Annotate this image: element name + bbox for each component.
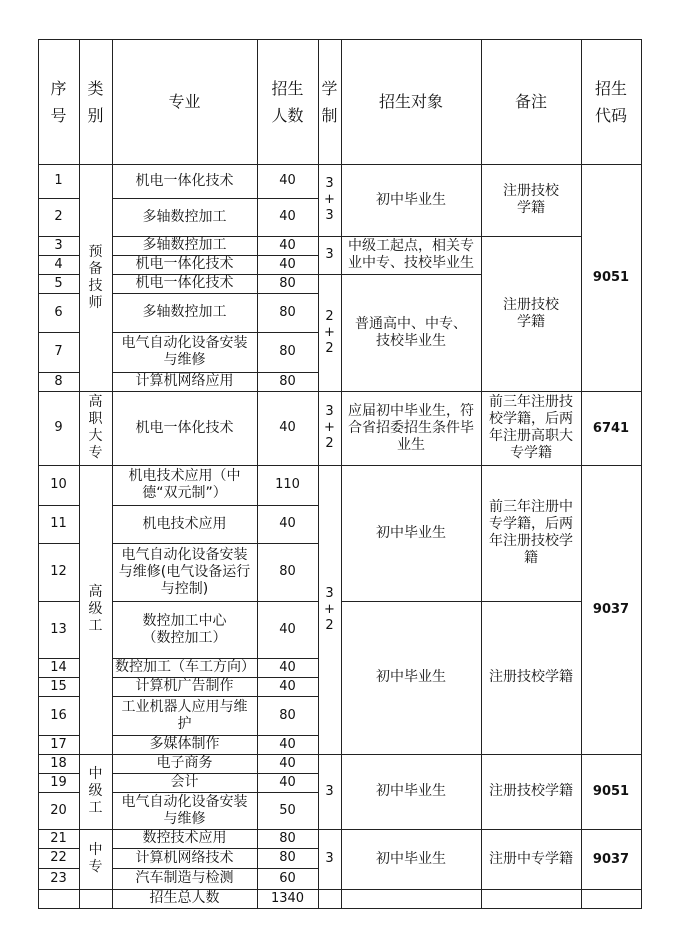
row-number: 23 [50, 870, 67, 886]
row-major: 电气自动化设备安装与维修(电气设备运行与控制) [118, 546, 251, 597]
duration-cell: 2 + 2 [324, 308, 335, 356]
row-number: 1 [54, 173, 63, 188]
row-count: 80 [279, 373, 296, 389]
row-number: 14 [50, 659, 67, 675]
row-number: 2 [54, 209, 63, 224]
target-cell: 初中毕业生 [376, 783, 446, 799]
row-number: 12 [50, 564, 67, 579]
row-major: 会计 [170, 774, 199, 790]
row-major: 多媒体制作 [149, 736, 220, 752]
row-count: 40 [279, 237, 296, 253]
category-cell: 预 备 技 师 [88, 243, 103, 311]
target-cell: 普通高中、中专、技校毕业生 [355, 315, 467, 349]
row-count: 80 [279, 707, 296, 723]
category-cell: 中 级 工 [88, 766, 103, 816]
row-number: 13 [50, 621, 67, 637]
row-major: 机电技术应用 [142, 515, 227, 532]
target-cell: 应届初中毕业生，符合省招委招生条件毕业生 [348, 402, 474, 453]
duration-cell: 3 + 2 [324, 404, 335, 451]
row-count: 50 [279, 802, 296, 818]
row-count: 40 [279, 755, 296, 771]
row-major: 机电一体化技术 [135, 172, 234, 189]
target-cell: 中级工起点，相关专业中专、技校毕业生 [348, 238, 474, 271]
header-major: 专业 [168, 92, 201, 111]
row-count: 80 [279, 275, 296, 291]
row-number: 19 [50, 774, 67, 790]
row-major: 数控加工中心（数控加工） [142, 612, 227, 646]
row-count: 40 [279, 209, 296, 224]
target-cell: 初中毕业生 [376, 669, 446, 685]
row-count: 40 [279, 736, 296, 752]
header-index: 序 号 [50, 78, 67, 125]
row-number: 5 [54, 275, 63, 291]
row-major: 汽车制造与检测 [135, 870, 234, 886]
row-major: 机电一体化技术 [135, 275, 234, 291]
row-count: 40 [279, 678, 296, 694]
remark-cell: 注册技校学籍 [503, 296, 559, 330]
remark-cell: 注册技校学籍 [489, 669, 573, 685]
row-major: 机电一体化技术 [135, 256, 234, 272]
row-major: 机电技术应用（中德“双元制”） [128, 468, 241, 501]
duration-cell: 3 [325, 851, 334, 866]
header-code: 招生 代码 [594, 78, 627, 125]
row-major: 计算机广告制作 [135, 678, 234, 694]
category-cell: 中 专 [88, 842, 103, 875]
target-cell: 初中毕业生 [376, 524, 446, 541]
header-target: 招生对象 [378, 92, 443, 111]
row-number: 17 [50, 736, 67, 752]
row-number: 6 [54, 304, 63, 320]
row-count: 40 [279, 516, 296, 531]
header-duration: 学 制 [321, 78, 338, 125]
row-major: 多轴数控加工 [142, 237, 227, 253]
row-count: 80 [279, 830, 296, 846]
target-cell: 初中毕业生 [376, 850, 446, 867]
row-major: 机电一体化技术 [135, 419, 234, 436]
row-count: 80 [279, 564, 296, 579]
row-count: 40 [279, 774, 296, 790]
row-count: 80 [279, 304, 296, 320]
row-major: 电气自动化设备安装与维修 [121, 793, 248, 827]
duration-cell: 3 [325, 247, 334, 262]
category-cell: 高 级 工 [88, 584, 103, 634]
category-cell: 高 职 大 专 [88, 394, 103, 461]
remark-cell: 注册技校学籍 [489, 783, 573, 799]
row-number: 20 [50, 802, 67, 818]
remark-cell: 前三年注册中专学籍，后两年注册技校学籍 [489, 499, 573, 566]
row-number: 21 [50, 830, 67, 846]
row-count: 40 [279, 173, 296, 188]
total-value: 1340 [270, 890, 305, 906]
code-cell: 9051 [592, 784, 630, 799]
row-count: 60 [279, 870, 296, 886]
row-count: 40 [279, 420, 296, 435]
row-number: 10 [50, 477, 67, 492]
remark-cell: 注册技校学籍 [503, 183, 559, 216]
code-cell: 9051 [592, 270, 630, 285]
row-count: 80 [279, 850, 296, 865]
row-major: 工业机器人应用与维护 [121, 698, 248, 732]
row-count: 40 [279, 659, 296, 675]
header-count: 招生 人数 [271, 78, 304, 125]
row-number: 16 [50, 707, 67, 723]
remark-cell: 前三年注册技校学籍，后两年注册高职大专学籍 [489, 394, 573, 461]
row-number: 18 [50, 755, 67, 771]
code-cell: 9037 [592, 602, 630, 617]
row-count: 40 [279, 621, 296, 637]
target-cell: 初中毕业生 [376, 191, 446, 208]
header-category: 类 别 [87, 78, 104, 125]
row-major: 计算机网络应用 [135, 373, 234, 389]
row-major: 计算机网络技术 [135, 849, 234, 866]
row-number: 9 [54, 420, 63, 435]
duration-cell: 3 + 3 [324, 176, 335, 223]
duration-cell: 3 [325, 783, 334, 799]
row-major: 数控技术应用 [142, 830, 227, 846]
row-number: 8 [54, 373, 63, 389]
header-remark: 备注 [514, 92, 547, 111]
code-cell: 6741 [592, 420, 630, 436]
row-major: 多轴数控加工 [142, 304, 227, 320]
enrollment-table [38, 39, 642, 909]
row-count: 80 [279, 344, 296, 359]
row-number: 22 [50, 850, 67, 865]
total-label: 招生总人数 [149, 890, 220, 906]
row-count: 110 [275, 477, 300, 492]
row-major: 数控加工（车工方向） [115, 659, 255, 675]
row-number: 4 [54, 256, 63, 272]
remark-cell: 注册中专学籍 [489, 850, 573, 867]
row-number: 11 [50, 516, 67, 531]
row-number: 3 [54, 237, 63, 253]
row-major: 电子商务 [156, 755, 213, 771]
row-count: 40 [279, 256, 296, 272]
table-border-bottom [38, 908, 642, 909]
row-number: 7 [54, 344, 63, 359]
duration-cell: 3 + 2 [324, 585, 335, 633]
table-border-right [641, 39, 642, 909]
row-number: 15 [50, 678, 67, 694]
row-major: 电气自动化设备安装与维修 [121, 335, 248, 368]
row-major: 多轴数控加工 [142, 208, 227, 225]
code-cell: 9037 [592, 851, 630, 867]
